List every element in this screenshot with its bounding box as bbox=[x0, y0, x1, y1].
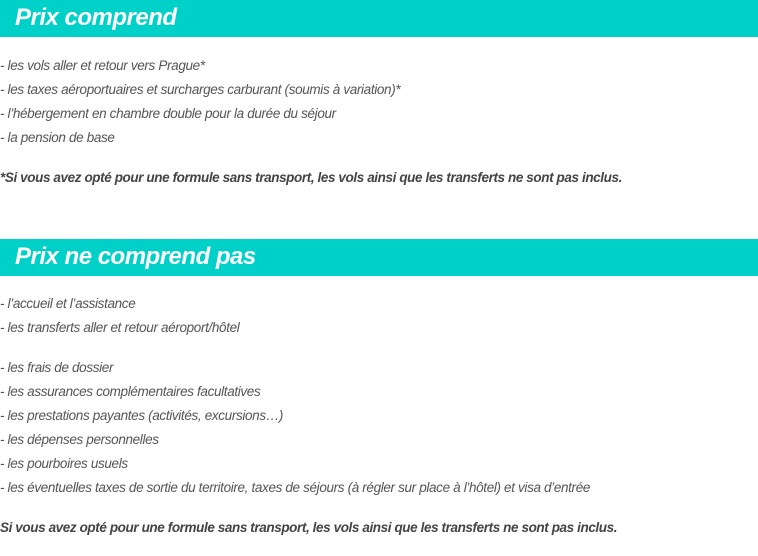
section-header-included bbox=[0, 0, 758, 37]
list-item: - les prestations payantes (activités, excursions…) bbox=[0, 408, 284, 423]
list-item: - les taxes aéroportuaires et surcharges carburant (soumis à variation)* bbox=[0, 82, 401, 97]
list-item: - les frais de dossier bbox=[0, 360, 114, 375]
list-item: - les dépenses personnelles bbox=[0, 432, 159, 447]
list-item: - les pourboires usuels bbox=[0, 456, 128, 471]
list-item: - la pension de base bbox=[0, 130, 115, 145]
section-title: Prix ne comprend pas bbox=[15, 243, 256, 270]
list-item: - les éventuelles taxes de sortie du territoire, taxes de séjours (à régler sur place à l’hôtel) et visa d’entrée bbox=[0, 480, 591, 495]
section-header-not-included bbox=[0, 239, 758, 276]
footnote: Si vous avez opté pour une formule sans transport, les vols ainsi que les transferts ne sont pas inclus. bbox=[0, 520, 618, 535]
list-item: - les assurances complémentaires facultatives bbox=[0, 384, 261, 399]
footnote: *Si vous avez opté pour une formule sans transport, les vols ainsi que les transferts ne sont pas inclus. bbox=[0, 170, 622, 185]
list-item: - les vols aller et retour vers Prague* bbox=[0, 58, 205, 73]
list-item: - l’hébergement en chambre double pour la durée du séjour bbox=[0, 106, 336, 121]
section-title: Prix comprend bbox=[15, 4, 177, 31]
list-item: - l’accueil et l’assistance bbox=[0, 296, 136, 311]
list-item: - les transferts aller et retour aéroport/hôtel bbox=[0, 320, 240, 335]
